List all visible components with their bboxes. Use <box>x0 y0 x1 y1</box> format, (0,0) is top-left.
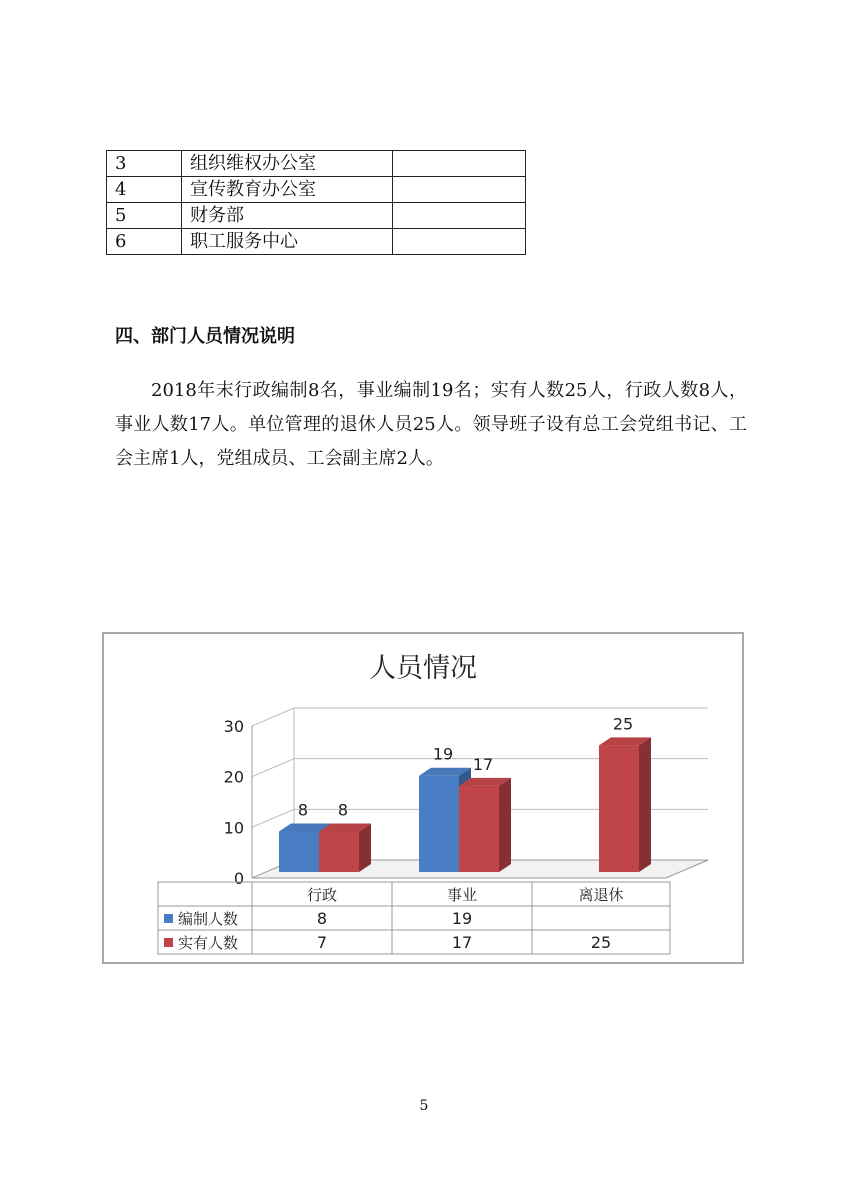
staff-chart-svg <box>104 634 742 962</box>
row-note <box>393 203 526 229</box>
data-table-value: 25 <box>590 933 612 952</box>
bar-data-label: 25 <box>612 714 634 734</box>
bar-side <box>639 737 651 872</box>
bar-side <box>359 823 371 872</box>
y-tick-label: 30 <box>223 717 244 736</box>
section-heading: 四、部门人员情况说明 <box>115 326 295 347</box>
row-note <box>393 151 526 177</box>
bar-data-label: 17 <box>472 754 494 774</box>
legend-label: 编制人数 <box>178 910 239 928</box>
department-name: 组织维权办公室 <box>182 151 393 177</box>
x-category-label: 离退休 <box>578 886 624 904</box>
gridline-side <box>252 759 294 777</box>
department-name: 宣传教育办公室 <box>182 177 393 203</box>
table-row <box>107 177 526 203</box>
bar-data-label: 19 <box>432 744 454 764</box>
gridline-side <box>252 708 294 726</box>
bar-front <box>459 786 499 872</box>
row-number: 6 <box>107 229 182 255</box>
x-category-label: 事业 <box>446 886 478 904</box>
bar-data-label: 8 <box>337 800 349 820</box>
data-table-value: 17 <box>451 933 473 952</box>
department-table <box>106 150 526 255</box>
page-number: 5 <box>419 1098 429 1114</box>
row-number: 5 <box>107 203 182 229</box>
data-table-value: 19 <box>451 909 473 928</box>
gridline-side <box>252 809 294 827</box>
row-note <box>393 229 526 255</box>
legend-label: 实有人数 <box>178 934 239 952</box>
bar-data-label: 8 <box>297 800 309 820</box>
bar-side <box>499 778 511 872</box>
legend-swatch <box>164 914 173 923</box>
y-tick-label: 10 <box>223 818 244 838</box>
row-number: 3 <box>107 151 182 177</box>
table-row <box>107 151 526 177</box>
data-table-value: 7 <box>316 933 328 952</box>
staff-chart <box>102 632 744 964</box>
row-number: 4 <box>107 177 182 203</box>
department-name: 职工服务中心 <box>182 229 393 255</box>
department-name: 财务部 <box>182 203 393 229</box>
x-category-label: 行政 <box>306 886 338 904</box>
bar-front <box>319 831 359 872</box>
legend-swatch <box>164 938 173 947</box>
bar-front <box>419 776 459 872</box>
row-note <box>393 177 526 203</box>
y-tick-label: 0 <box>233 869 244 888</box>
y-tick-label: 20 <box>223 767 244 787</box>
table-row <box>107 229 526 255</box>
chart-title: 人员情况 <box>369 653 477 684</box>
table-row <box>107 203 526 229</box>
data-table-value: 8 <box>316 909 328 928</box>
staff-description-paragraph: 2018年末行政编制8名，事业编制19名；实有人数25人，行政人数8人，事业人数17人。单位管理的退休人员25人。领导班子设有总工会党组书记、工会主席1人，党组成员、工会副主席2人。 <box>115 380 747 469</box>
bar-front <box>279 831 319 872</box>
bar-front <box>599 745 639 872</box>
department-table-body <box>107 151 526 255</box>
